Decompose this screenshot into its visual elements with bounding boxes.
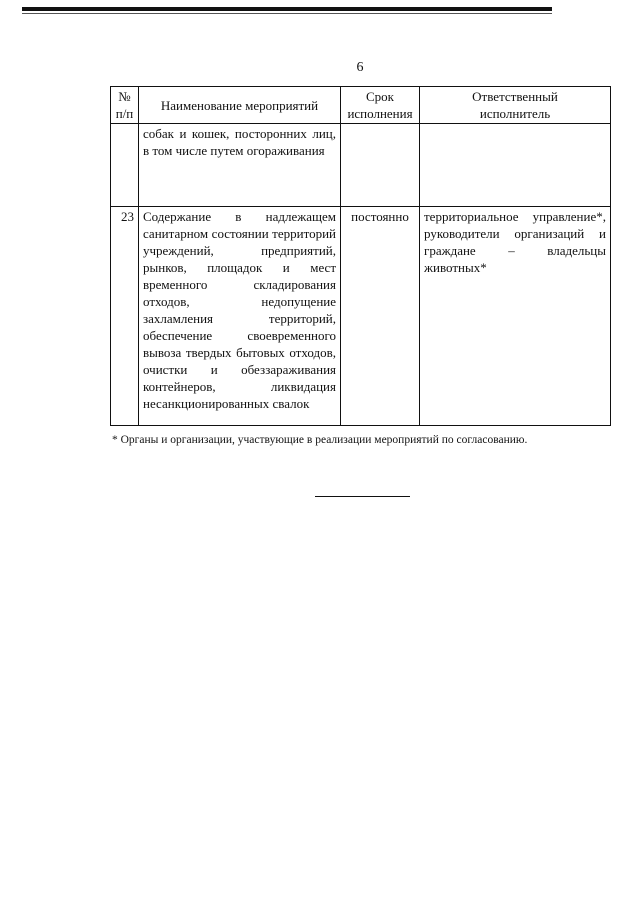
row-term [341,124,420,207]
table-row [111,124,611,207]
row-responsible: территориальное управление*, руководители организаций и граждане – владельцы животных* [420,207,611,426]
row-name: Содержание в надлежащем санитарном состоянии территорий учреждений, предприятий, рынков, площадок и мест временного складирования отходов, недопущение захламления территорий, обеспечение своевременного вывоза твердых бытовых отходов, очистки и обеззараживания контейнеров, ликвидация несанкционированных свалок [139,207,341,426]
header-name: Наименование мероприятий [139,87,341,124]
end-of-document-rule [315,496,410,497]
row-num [111,124,139,207]
page-number: 6 [356,60,364,75]
row-name: собак и кошек, посторонних лиц, в том числе путем огораживания [139,124,341,207]
header-term: Срок исполнения [341,87,420,124]
table-header-row [111,87,611,124]
row-term: постоянно [341,207,420,426]
row-responsible [420,124,611,207]
row-num: 23 [111,207,139,426]
table-row [111,207,611,426]
top-border-rule-thin [22,13,552,14]
measures-table [110,86,611,426]
header-num: № п/п [111,87,139,124]
header-responsible: Ответственный исполнитель [420,87,611,124]
footnote: * Органы и организации, участвующие в реализации мероприятий по согласованию. [112,434,528,446]
top-border-rule [22,7,552,11]
